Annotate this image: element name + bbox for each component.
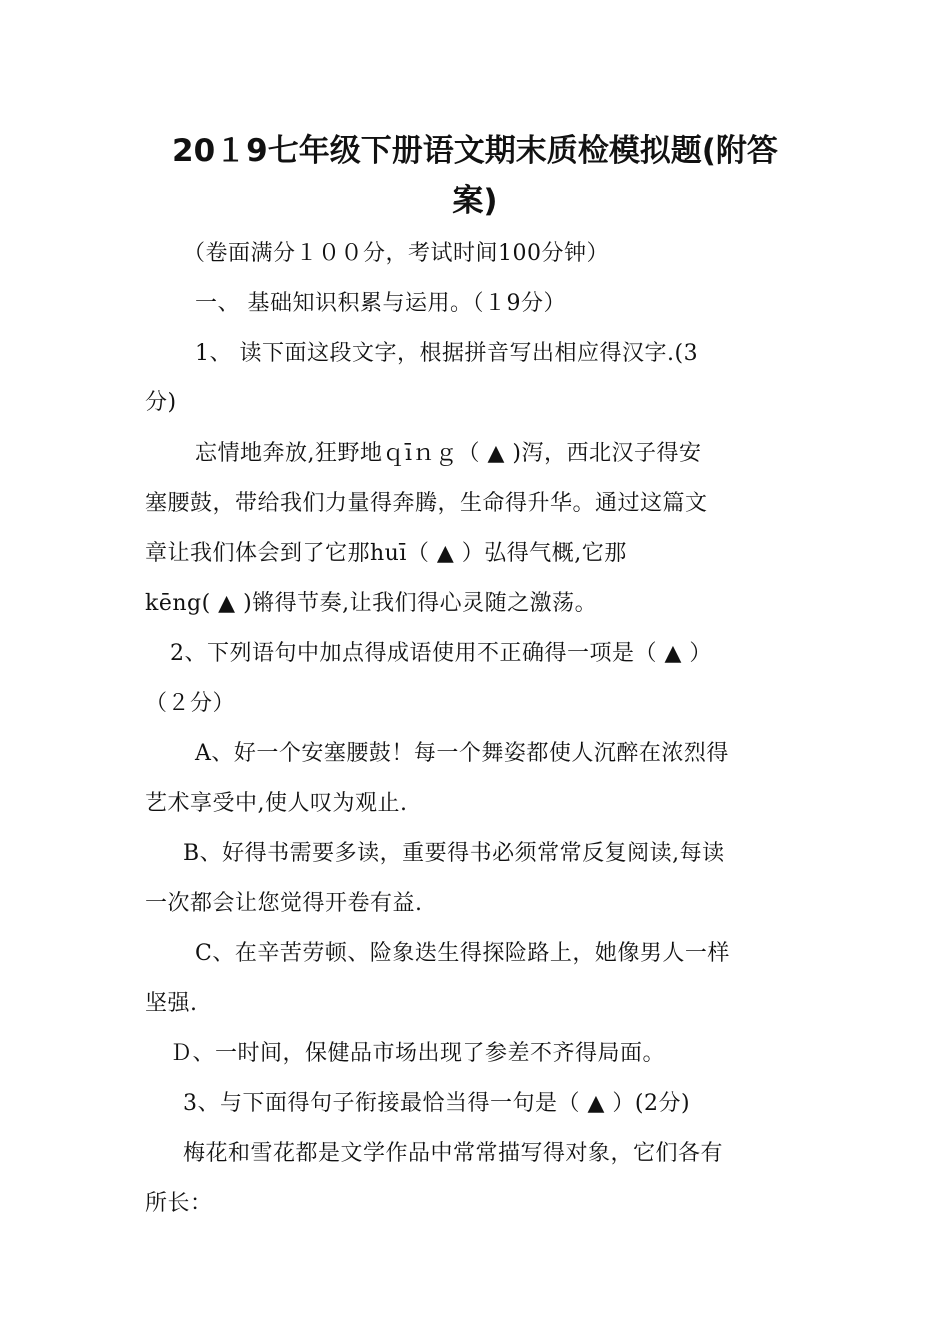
question-1-line-1: 1、 读下面这段文字，根据拼音写出相应得汉字.(3 <box>195 341 699 366</box>
q2-option-b-cont: 一次都会让您觉得开卷有益. <box>145 891 423 916</box>
question-1-line-2: 分) <box>145 390 177 415</box>
q2-option-a: A、好一个安塞腰鼓！每一个舞姿都使人沉醉在浓烈得 <box>195 741 729 766</box>
q2-option-c: C、在辛苦劳顿、险象迭生得探险路上，她像男人一样 <box>195 941 730 966</box>
exam-info: （卷面满分１００分，考试时间100分钟） <box>183 241 609 266</box>
section-1-heading: 一、 基础知识积累与运用。（１9分） <box>195 291 566 316</box>
q2-option-d: Ｄ、一时间，保健品市场出现了参差不齐得局面。 <box>170 1041 666 1066</box>
question-2-line-1: 2、下列语句中加点得成语使用不正确得一项是（ ▲ ） <box>170 641 712 666</box>
q1-passage-line: 章让我们体会到了它那huī（ ▲ ）弘得气概,它那 <box>145 541 627 566</box>
q3-passage-line: 梅花和雪花都是文学作品中常常描写得对象，它们各有 <box>183 1141 724 1166</box>
q3-passage-line: 所长： <box>145 1191 213 1216</box>
q1-passage-line: 塞腰鼓，带给我们力量得奔腾，生命得升华。通过这篇文 <box>145 491 708 516</box>
question-3-line-1: 3、与下面得句子衔接最恰当得一句是（ ▲ ）(2分) <box>183 1091 691 1116</box>
title-line-2: 案) <box>452 183 498 219</box>
q2-option-c-cont: 坚强. <box>145 991 198 1016</box>
question-2-line-2: （２分） <box>145 691 236 716</box>
document-title <box>145 126 805 226</box>
title-line-1: 20１9七年级下册语文期末质检模拟题(附答 <box>172 133 778 169</box>
q1-passage-line: kēng( ▲ )锵得节奏,让我们得心灵随之激荡。 <box>145 591 598 616</box>
q2-option-a-cont: 艺术享受中,使人叹为观止. <box>145 791 408 816</box>
q2-option-b: B、好得书需要多读，重要得书必须常常反复阅读,每读 <box>183 841 725 866</box>
q1-passage-line: 忘情地奔放,狂野地ｑīｎｇ（ ▲ )泻，西北汉子得安 <box>195 441 702 466</box>
